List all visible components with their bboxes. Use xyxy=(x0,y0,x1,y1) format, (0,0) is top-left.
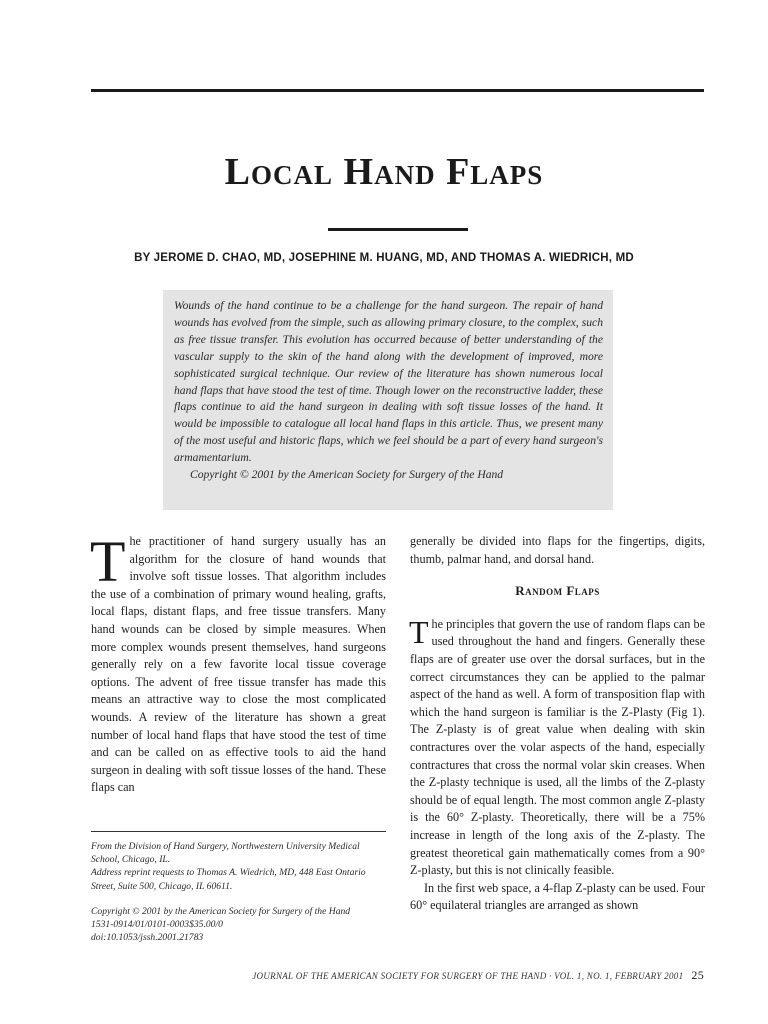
section-heading-random-flaps: Random Flaps xyxy=(515,583,600,599)
author-byline: BY JEROME D. CHAO, MD, JOSEPHINE M. HUANG, MD, AND THOMAS A. WIEDRICH, MD xyxy=(134,252,634,264)
title-underline xyxy=(328,228,468,231)
random-flaps-drop-cap: T xyxy=(409,613,429,650)
abstract-text: Wounds of the hand continue to be a challenge for the hand surgeon. The repair of hand wounds has evolved from the simple, such as allowing primary closure, to the complex, such as free tissue transfer. This evolution has occurred because of better understanding of the vascular supply to the skin of the hand along with the development of improved, more sophisticated surgical technique. Our review of the literature has shown numerous local hand flaps that have stood the test of time. Though lower on the reconstructive ladder, these flaps continue to aid the hand surgeon in dealing with soft tissue losses of the hand. It would be impossible to catalogue all local hand flaps in this article. Thus, we present many of the most useful and historic flaps, which we feel should be a part of every hand surgeon's armamentarium. xyxy=(174,299,603,465)
abstract-box xyxy=(163,290,613,510)
right-column xyxy=(410,533,705,915)
intro-drop-cap: T xyxy=(90,529,126,594)
journal-citation: JOURNAL OF THE AMERICAN SOCIETY FOR SURGERY OF THE HAND · VOL. 1, NO. 1, FEBRUARY 2001 xyxy=(252,971,684,981)
web-space-paragraph: In the first web space, a 4-flap Z-plasty can be used. Four 60° equilateral triangles are arranged as shown xyxy=(410,880,705,913)
page-number: 25 xyxy=(691,968,704,982)
intro-text: he practitioner of hand surgery usually has an algorithm for the closure of hand wounds that involve soft tissue losses. That algorithm includes the use of a combination of primary wound healing, grafts, local flaps, distant flaps, and free tissue transfers. Many hand wounds can be closed by simple measures. When more complex wounds present themselves, hand surgeons generally rely on a few favorite local tissue coverage options. The advent of free tissue transfer has made this means an attractive way to close the most complicated wounds. A review of the literature has shown a great number of local hand flaps that have stood the test of time and can be called on as effective tools to aid the hand surgeon in dealing with soft tissue losses of the hand. These flaps can xyxy=(91,534,386,795)
running-footer xyxy=(252,968,704,983)
intro-continued: generally be divided into flaps for the fingertips, digits, thumb, palmar hand, and dorsal hand. xyxy=(410,534,705,566)
random-flaps-paragraph xyxy=(409,613,705,880)
abstract-copyright: Copyright © 2001 by the American Society for Surgery of the Hand xyxy=(190,468,504,482)
footnotes xyxy=(91,840,386,944)
footnote-rule xyxy=(91,831,386,832)
footnote-issn: 1531-0914/01/0101-0003$35.00/0 xyxy=(91,919,223,931)
footnote-affiliation: From the Division of Hand Surgery, Northwestern University Medical School, Chicago, IL. xyxy=(91,841,360,866)
article-title: Local Hand Flaps xyxy=(224,151,544,193)
top-rule xyxy=(91,89,704,92)
intro-paragraph xyxy=(90,529,386,797)
random-flaps-text: he principles that govern the use of random flaps can be used throughout the hand and fingers. Generally these flaps are of greater use over the dorsal surfaces, but in the correct circumstances they can be applied to the palmar aspect of the hand as well. A form of transposition flap with which the hand surgeon is familiar is the Z-Plasty (Fig 1). The Z-plasty is of great value when dealing with skin contractures over the volar aspects of the hand, especially contractures that cross the normal volar skin creases. When the Z-plasty technique is used, all the limbs of the Z-plasty should be of equal length. The most common angle Z-plasty is the 60° Z-plasty. Theoretically, there will be a 75% increase in length of the long axis of the Z-plasty. The greatest theoretical gain mathematically comes from a 90° Z-plasty, but this is not clinically feasible. xyxy=(410,616,705,878)
left-column xyxy=(90,529,386,797)
footnote-copyright: Copyright © 2001 by the American Society for Surgery of the Hand xyxy=(91,905,351,917)
footnote-doi: doi:10.1053/jssh.2001.21783 xyxy=(91,932,204,944)
footnote-reprint: Address reprint requests to Thomas A. Wiedrich, MD, 448 East Ontario Street, Suite 500, Chicago, IL 60611. xyxy=(91,867,366,892)
